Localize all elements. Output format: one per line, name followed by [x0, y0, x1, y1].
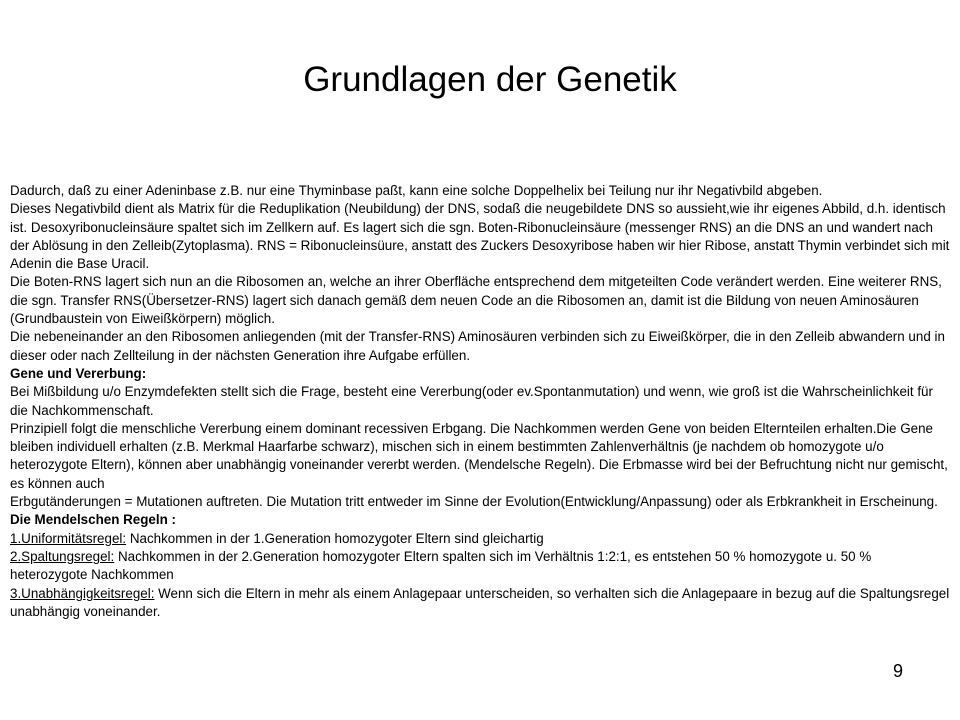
rule-label: 2.Spaltungsregel: — [10, 548, 115, 564]
slide-title: Grundlagen der Genetik — [303, 60, 677, 99]
slide-body — [10, 182, 952, 621]
rule-text: Nachkommen in der 2.Generation homozygoter Eltern spalten sich im Verhältnis 1:2:1, es entstehen 50 % homozygote u. 50 % heterozygote Nachkommen — [10, 548, 872, 583]
rule-label: 1.Uniformitätsregel: — [10, 530, 127, 546]
paragraph-erbgang: Prinzipiell folgt die menschliche Vererbung einem dominant recessiven Erbgang. Die Nachkommen werden Gene von beiden Elternteilen erhalten.Die Gene bleiben individuell erhalten (z.B. Merkmal Haarfarbe schwarz), mischen sich in einem bestimmten Zahlenverhältnis (je nachdem ob homozygote u/o heterozygote Eltern), können aber unabhängig voneinander vererbt werden. (Mendelsche Regeln). Die Erbmasse wird bei der Befruchtung nicht nur gemischt, es können auch — [10, 420, 948, 491]
paragraph-mutation: Erbgutänderungen = Mutationen auftreten. Die Mutation tritt entweder im Sinne der Evolution(Entwicklung/Anpassung) oder als Erbkrankheit in Erscheinung. — [10, 494, 938, 510]
rule-text: Nachkommen in der 1.Generation homozygoter Eltern sind gleichartig — [126, 530, 544, 546]
rule-spaltung — [10, 548, 952, 585]
rule-label: 3.Unabhängigkeitsregel: — [10, 585, 155, 601]
rule-uniformitaet — [10, 530, 952, 548]
paragraph-missbildung: Bei Mißbildung u/o Enzymdefekten stellt sich die Frage, besteht eine Vererbung(oder ev.Spontanmutation) und wenn, wie groß ist die Wahrscheinlichkeit für die Nachkommenschaft. — [10, 384, 933, 418]
paragraph-aminosaeuren: Die nebeneinander an den Ribosomen anliegenden (mit der Transfer-RNS) Aminosäuren verbinden sich zu Eiweißkörper, die in den Zelleib abwandern und in dieser oder nach Zellteilung in der nächsten Generation ihre Aufgabe erfüllen. — [10, 329, 945, 363]
paragraph-boten-rns: Die Boten-RNS lagert sich nun an die Ribosomen an, welche an ihrer Oberfläche entsprechend dem mitgeteilten Code verändert werden. Eine weiterer RNS, die sgn. Transfer RNS(Übersetzer-RNS) lagert sich danach gemäß dem neuen Code an die Ribosomen an, damit ist die Bildung von neuen Aminosäuren (Grundbaustein von Eiweißkörpern) möglich. — [10, 274, 942, 327]
heading-gene-vererbung: Gene und Vererbung: — [10, 365, 147, 381]
paragraph-doppelhelix: Dadurch, daß zu einer Adeninbase z.B. nur eine Thyminbase paßt, kann eine solche Doppelhelix bei Teilung nur ihr Negativbild abgeben. — [10, 183, 823, 198]
heading-mendelsche-regeln: Die Mendelschen Regeln : — [10, 512, 176, 528]
rule-unabhaengigkeit — [10, 585, 952, 622]
paragraph-reduplikation: Dieses Negativbild dient als Matrix für die Reduplikation (Neubildung) der DNS, sodaß die neugebildete DNS so aussieht,wie ihr eigenes Abbild, d.h. identisch ist. Desoxyribonucleinsäure spaltet sich im Zellkern auf. Es lagert sich die sgn. Boten-Ribonucleinsäure (messenger RNS) an die DNS an und wandert nach der Ablösung in den Zelleib(Zytoplasma). RNS = Ribonucleinsüure, anstatt des Zuckers Desoxyribose haben wir hier Ribose, anstatt Thymin verbindet sich mit Adenin die Base Uracil. — [10, 201, 950, 272]
page-number: 9 — [892, 661, 903, 681]
rule-text: Wenn sich die Eltern in mehr als einem Anlagepaar unterscheiden, so verhalten sich die Anlagepaare in bezug auf die Spaltungsregel unabhängig voneinander. — [10, 585, 950, 619]
